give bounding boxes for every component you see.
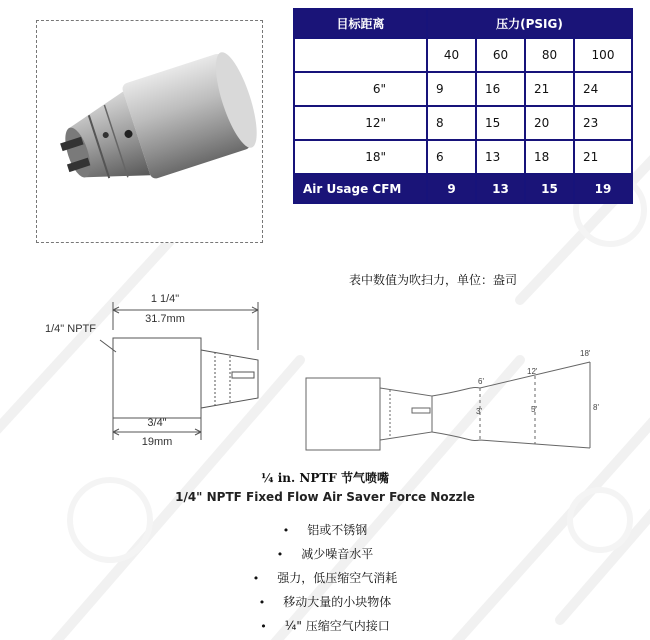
table-row	[294, 106, 632, 140]
bullet-icon: •	[282, 524, 290, 537]
table-cell: 21	[574, 140, 632, 174]
table-cell: 24	[574, 72, 632, 106]
overall-length-mm: 31.7mm	[145, 313, 185, 325]
bullet-icon: •	[258, 596, 266, 609]
spray-distance-6: 6'	[478, 377, 484, 386]
feature-text: 减少噪音水平	[301, 547, 374, 561]
spray-distance-18: 18'	[580, 349, 591, 358]
table-cell: 20	[525, 106, 574, 140]
air-usage-cell: 15	[525, 174, 574, 203]
body-length-in: 3/4"	[147, 417, 167, 429]
air-usage-cell: 19	[574, 174, 632, 203]
header-pressure: 压力(PSIG)	[427, 9, 632, 38]
product-title-cn: ¼ in. NPTF 节气喷嘴	[261, 471, 389, 485]
table-cell: 16	[476, 72, 525, 106]
product-photo	[36, 20, 263, 243]
air-usage-row	[294, 174, 632, 203]
table-cell: 13	[476, 140, 525, 174]
table-cell: 18	[525, 140, 574, 174]
pressure-60: 60	[476, 38, 525, 72]
row-label: 18"	[294, 140, 427, 174]
air-usage-cell: 13	[476, 174, 525, 203]
table-cell: 15	[476, 106, 525, 140]
body-length-mm: 19mm	[141, 436, 173, 448]
pressure-80: 80	[525, 38, 574, 72]
table-row	[294, 72, 632, 106]
feature-text: ¼" 压缩空气内接口	[284, 619, 390, 633]
spray-width-5: 5'	[531, 405, 537, 414]
pressure-row-label	[294, 38, 427, 72]
bullet-icon: •	[252, 572, 260, 585]
list-item	[0, 566, 650, 590]
thread-label: 1/4" NPTF	[45, 323, 96, 335]
pressure-40: 40	[427, 38, 476, 72]
bullet-icon: •	[276, 548, 284, 561]
feature-text: 强力，低压缩空气消耗	[277, 571, 398, 585]
pressure-100: 100	[574, 38, 632, 72]
header-target-distance: 目标距离	[294, 9, 427, 38]
product-title-en: 1/4" NPTF Fixed Flow Air Saver Force Nozzle	[175, 490, 475, 504]
spray-width-3: 3'	[476, 407, 482, 416]
list-item	[0, 614, 650, 638]
table-row	[294, 140, 632, 174]
row-label: 12"	[294, 106, 427, 140]
technical-drawing	[0, 280, 650, 460]
spray-width-8: 8'	[593, 403, 599, 412]
overall-length-in: 1 1/4"	[150, 293, 180, 305]
list-item	[0, 518, 650, 542]
table-cell: 8	[427, 106, 476, 140]
unit-note: 表中数值为吹扫力，单位：盎司	[349, 273, 518, 287]
table-cell: 9	[427, 72, 476, 106]
air-usage-cell: 9	[427, 174, 476, 203]
feature-text: 移动大量的小块物体	[283, 595, 392, 609]
table-cell: 6	[427, 140, 476, 174]
spray-distance-12: 12'	[527, 367, 538, 376]
feature-list	[0, 518, 650, 638]
bullet-icon: •	[260, 620, 267, 633]
list-item	[0, 590, 650, 614]
row-label: 6"	[294, 72, 427, 106]
feature-text: 铝或不锈钢	[307, 523, 368, 537]
table-cell: 21	[525, 72, 574, 106]
flow-force-table	[293, 8, 633, 204]
table-cell: 23	[574, 106, 632, 140]
list-item	[0, 542, 650, 566]
air-usage-label: Air Usage CFM	[294, 174, 427, 203]
